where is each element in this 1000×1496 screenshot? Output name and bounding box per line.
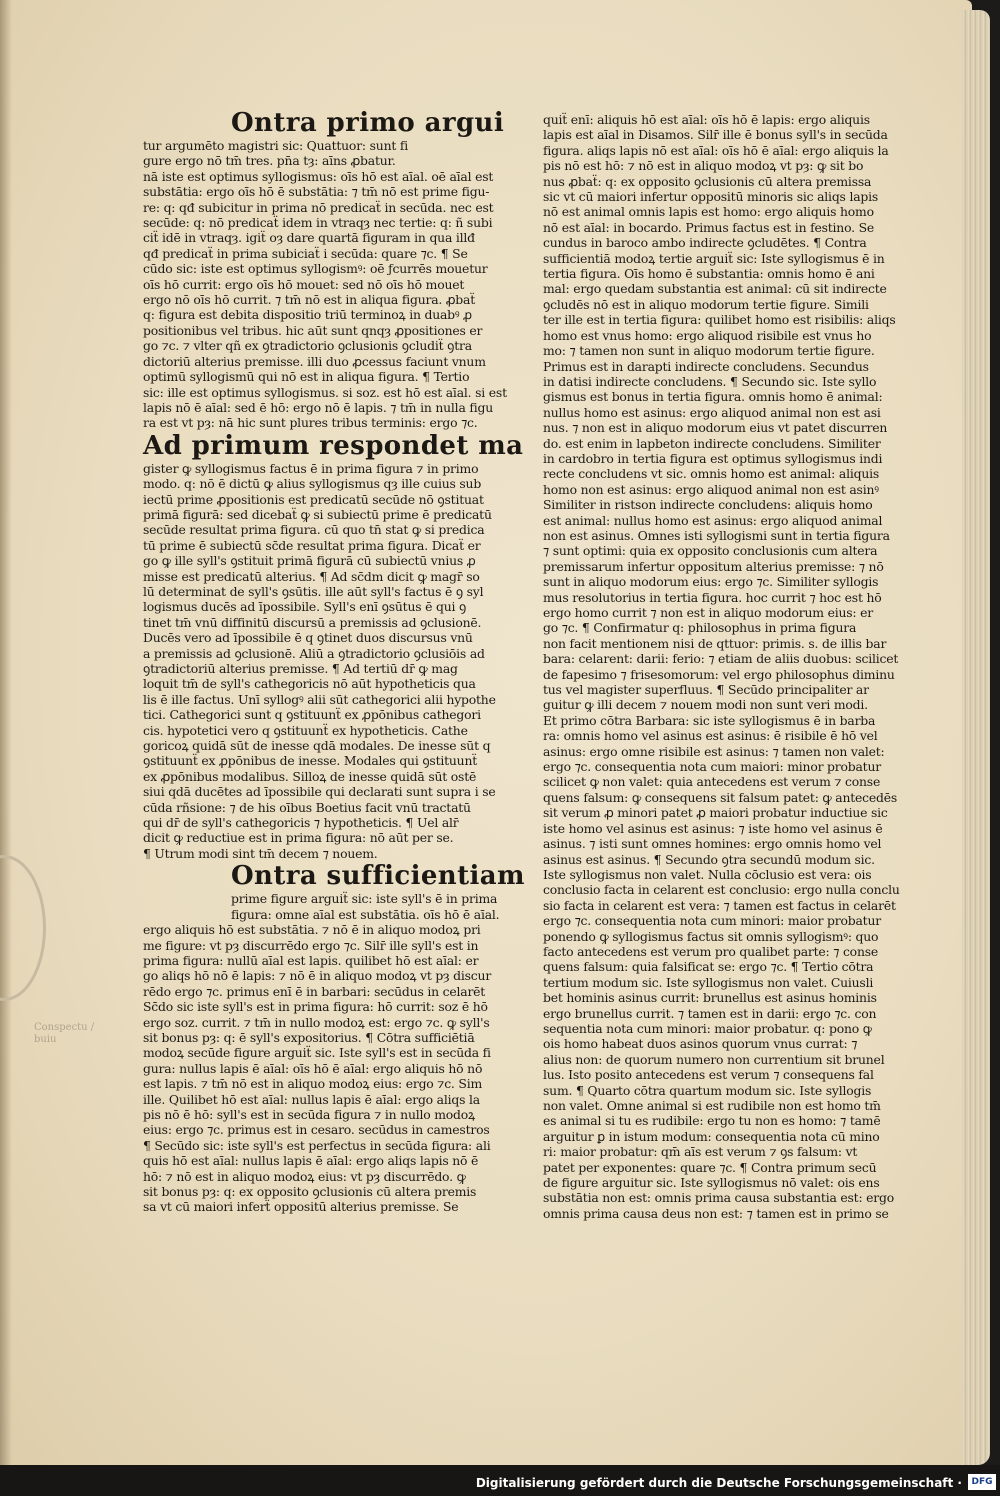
- text-line: bet hominis asinus currit: brunellus est asinus hominis: [543, 990, 877, 1006]
- text-line: secūde: q: nō predicaẗ idem in vtraqȝ nec tertie: q: ñ subi: [143, 215, 493, 231]
- text-line: in cardobro in tertia figura est optimus syllogismus indi: [543, 450, 883, 466]
- section-heading-3: Ontra sufficientiam: [231, 861, 525, 892]
- text-line: sic vt cū maiori infertur oppositū minoris sic aliqs lapis: [543, 189, 879, 205]
- text-line: nō est aīal: in bocardo. Primus factus est in festino. Se: [543, 219, 875, 235]
- text-line: qđ predicaẗ in prima subiciaẗ i secūda: quare ⁊c. ¶ Se: [143, 245, 468, 261]
- text-line: de figure arguitur sic. Iste syllogismus nō valet: ois ens: [543, 1175, 880, 1191]
- text-line: sum. ¶ Quarto cōtra quartum modum sic. Iste syllogis: [543, 1082, 872, 1098]
- text-line: in datisi indirecte concludens. ¶ Secundo sic. Iste syllo: [543, 373, 877, 389]
- text-line: guitur ꝙ illi decem ⁊ nouem modi non sunt veri modi.: [543, 697, 868, 713]
- left-text-block-b: [143, 461, 523, 862]
- text-line: ponendo ꝙ syllogismus factus sit omnis syllogismꝰ: quo: [543, 928, 879, 944]
- text-line: pis nō ē hō: syll's est in secūda figura ⁊ in nullo modoꝝ: [143, 1106, 476, 1122]
- text-line: bara: celarent: darii: ferio: ⁊ etiam de aliis duobus: scilicet: [543, 651, 899, 667]
- left-text-block-c: [143, 922, 523, 1215]
- text-line: ꝯtradictoriū alterius premisse. ¶ Ad tertiū dr̄ ꝙ mag: [143, 661, 458, 676]
- text-line: nus. ⁊ non est in aliquo modorum eius vt patet discurren: [543, 420, 888, 436]
- text-line: ergo soz. currit. ⁊ tm̄ in nullo modoꝝ est: ergo ⁊c. ꝙ syll's: [143, 1014, 490, 1030]
- text-line: lapis nō ē aīal: sed ē hō: ergo nō ē lapis. ⁊ tm̄ in nulla figu: [143, 399, 494, 415]
- text-line: alius non: de quorum numero non currentium sit brunel: [543, 1051, 885, 1067]
- text-line: ¶ Secūdo sic: iste syll's est perfectus in secūda figura: ali: [143, 1137, 491, 1153]
- text-line: optimū syllogismū qui nō est in aliqua figura. ¶ Tertio: [143, 369, 470, 385]
- text-line: dicit ꝙ reductiue est in prima figura: nō aūt per se.: [143, 830, 454, 846]
- text-line: gure ergo nō tm̄ tres. pn̄a tȝ: aīns ꝓbatur.: [143, 153, 396, 169]
- text-line: modo. q: nō ē dictū ꝙ alius syllogismus qȝ ille cuius sub: [143, 476, 482, 492]
- text-line: ergo nō oīs hō currit. ⁊ tm̄ nō est in aliqua figura. ꝓbaẗ: [143, 292, 475, 308]
- text-line: tici. Cathegorici sunt q ꝯstituunẗ ex ꝓpōnibus cathegori: [143, 707, 481, 723]
- text-line: cūdo sic: iste est optimus syllogismꝰ: oē ƒcurrēs mouetur: [143, 261, 488, 277]
- text-line: ciẗ idē in vtraqȝ. igiẗ oȝ dare quartā figuram in qua illđ: [143, 230, 475, 246]
- text-line: ¶ Utrum modi sint tm̄ decem ⁊ nouem.: [143, 845, 378, 861]
- text-line: goricoꝝ quidā sūt de inesse qdā modales. De inesse sūt q: [143, 738, 491, 754]
- text-line: go ⁊c. ¶ Confirmatur q: philosophus in prima figura: [543, 620, 857, 636]
- text-line: asinus est asinus. ¶ Secundo ꝯtra secundū modum sic.: [543, 851, 875, 867]
- text-line: prima figura: nullū aīal est lapis. quilibet hō est aīal: er: [143, 952, 479, 968]
- dfg-logo: DFG: [968, 1474, 996, 1490]
- section-heading-2: Ad primum respondet ma: [143, 430, 524, 461]
- text-line: re: q: qđ subicitur in prima nō predicaẗ in secūda. nec est: [143, 199, 494, 215]
- text-line: q: figura est debita dispositio triū terminoꝝ in duabꝰ ꝓ: [143, 307, 472, 323]
- left-text-block-a: [143, 138, 523, 431]
- text-line: sa vt cū maiori inferẗ oppositū alterius premisse. Se: [143, 1199, 459, 1215]
- text-line: ⁊ sunt optimi: quia ex opposito conclusionis cum altera: [543, 543, 878, 559]
- text-line: est lapis. ⁊ tm̄ nō est in aliquo modoꝝ eius: ergo ⁊c. Sim: [143, 1076, 483, 1092]
- text-line: ra est vt pȝ: nā hic sunt plures tribus terminis: ergo ⁊c.: [143, 415, 478, 431]
- text-line: tinet tm̄ vnū diffinitū discursū a premissis ad ꝯclusionē.: [143, 614, 482, 630]
- text-line: nus ꝓbaẗ: q: ex opposito ꝯclusionis cū altera premissa: [543, 173, 872, 189]
- text-line: quens falsum: ꝙ consequens sit falsum patet: ꝙ antecedēs: [543, 789, 898, 805]
- text-line: modoꝝ secūde figure arguiẗ sic. Iste syll's est in secūda fi: [143, 1045, 491, 1061]
- text-line: lapis est aīal in Disamos. Silr̄ ille ē bonus syll's in secūda: [543, 127, 888, 143]
- text-line: a premissis ad ꝯclusionē. Aliū a ꝯtradictorio ꝯclusiōis ad: [143, 645, 485, 661]
- text-line: go aliqs hō nō ē lapis: ⁊ nō ē in aliquo modoꝝ vt pȝ discur: [143, 968, 492, 984]
- text-line: quiẗ enī: aliquis hō est aīal: oīs hō ē lapis: ergo aliquis: [543, 112, 870, 127]
- text-line: mus resolutorius in tertia figura. hoc currit ⁊ hoc est hō: [543, 589, 882, 605]
- text-line: figura. aliqs lapis nō est aīal: oīs hō ē aīal: ergo aliquis la: [543, 142, 889, 158]
- text-line: asinus: ergo omne risibile est asinus: ⁊ tamen non valet:: [543, 743, 885, 759]
- text-line: homo est vnus homo: ergo aliquod risibile est vnus ho: [543, 327, 872, 343]
- text-line: Sc̄do sic iste syll's est in prima figura: hō currit: soz ē hō: [143, 999, 488, 1015]
- text-line: ꝯstituunẗ ex ꝓpōnibus de inesse. Modales qui ꝯstituunẗ: [143, 753, 478, 769]
- text-line: cis. hypotetici vero q ꝯstituunẗ ex hypotheticis. Cathe: [143, 722, 468, 738]
- text-line: ergo ⁊c. consequentia nota cum minori: maior probatur: [543, 913, 881, 929]
- text-line: lū determinat de syll's ꝯsūtis. ille aūt syll's factus ē ꝯ syl: [143, 583, 484, 599]
- text-line: secūde resultat prima figura. cū quo tn̄ stat ꝙ si predica: [143, 522, 485, 538]
- text-line: positionibus vel tribus. hic aūt sunt qnqȝ ꝓpositiones er: [143, 322, 483, 338]
- text-line: lus. Isto posito antecedens est verum ⁊ consequens fal: [543, 1067, 874, 1083]
- text-line: qui dr̄ de syll's cathegoricis ⁊ hypotheticis. ¶ Uel alr̄: [143, 815, 459, 831]
- text-line: Similiter in ristson indirecte concludens: aliquis homo: [543, 497, 873, 513]
- text-line: iectū prime ꝓpositionis est predicatū secūde nō ꝯstituat: [143, 491, 484, 507]
- text-line: tus vel magister superfluus. ¶ Secūdo principaliter ar: [543, 682, 869, 698]
- text-line: ergo aliquis hō est substātia. ⁊ nō ē in aliquo modoꝝ pri: [143, 922, 481, 938]
- text-line: non valet. Omne animal si est rudibile non est homo tm̄: [543, 1098, 881, 1113]
- text-line: figura: omne aīal est substātia. oīs hō ē aīal.: [231, 906, 500, 922]
- text-line: recte concludens vt sic. omnis homo est animal: aliquis: [543, 466, 880, 482]
- text-line: me figure: vt pȝ discurrēdo ergo ⁊c. Silr̄ ille syll's est in: [143, 937, 479, 953]
- text-line: mal: ergo quedam substantia est animal: cū sit indirecte: [543, 281, 887, 297]
- text-line: quis hō est aīal: nullus lapis ē aīal: ergo aliqs lapis nō ē: [143, 1153, 479, 1169]
- text-line: asinus. ⁊ isti sunt omnes homines: ergo omnis homo vel: [543, 836, 882, 852]
- text-line: dictoriū alterius premisse. illi duo ꝓcessus faciunt vnum: [143, 353, 486, 369]
- text-line: nā iste est optimus syllogismus: oīs hō est aīal. oē aīal est: [143, 168, 494, 184]
- text-line: quens falsum: quia falsificat se: ergo ⁊c. ¶ Tertio cōtra: [543, 959, 874, 975]
- text-line: premissarum infertur oppositum alterius premisse: ⁊ nō: [543, 558, 884, 574]
- text-line: patet per exponentes: quare ⁊c. ¶ Contra primum secū: [543, 1159, 877, 1175]
- text-line: es animal si tu es rudibile: ergo tu non es homo: ⁊ tamē: [543, 1113, 881, 1129]
- text-line: ergo ⁊c. consequentia nota cum maiori: minor probatur: [543, 759, 881, 775]
- text-line: est animal: nullus homo est asinus: ergo aliquod animal: [543, 512, 883, 528]
- text-line: ra: omnis homo vel asinus est asinus: ē risibile ē hō vel: [543, 728, 878, 744]
- text-line: Et primo cōtra Barbara: sic iste syllogismus ē in barba: [543, 712, 876, 728]
- text-line: facto antecedens est verum pro qualibet parte: ⁊ conse: [543, 943, 879, 959]
- text-line: gura: nullus lapis ē aīal: oīs hō ē aīal: ergo aliquis hō nō: [143, 1060, 483, 1076]
- text-line: rēdo ergo ⁊c. primus enī ē in barbari: secūdus in celarēt: [143, 983, 486, 999]
- text-line: de fapesimo ⁊ frisesomorum: vel ergo philosophus diminu: [543, 666, 895, 682]
- text-line: loquit tm̄ de syll's cathegoricis nō aūt hypotheticis qua: [143, 676, 476, 692]
- text-line: go ꝙ ille syll's ꝯstituit primā figurā cū subiectū vnius ꝓ: [143, 553, 476, 569]
- text-line: iste homo vel asinus est asinus: ⁊ iste homo vel asinus ē: [543, 820, 883, 836]
- text-line: ois homo habeat duos asinos quorum vnus currat: ⁊: [543, 1036, 858, 1052]
- text-line: nō est animal omnis lapis est homo: ergo aliquis homo: [543, 204, 874, 220]
- text-line: substātia: ergo oīs hō ē substātia: ⁊ tm̄ nō est prime figu-: [143, 184, 490, 200]
- text-line: siui qdā ducētes ad īpossibile qui declarati sunt supra i se: [143, 784, 496, 800]
- text-line: tū prime ē subiectū sc̄de resultat prima figura. Dicaẗ er: [143, 537, 481, 553]
- text-line: ergo brunellus currit. ⁊ tamen est in darii: ergo ⁊c. con: [543, 1005, 877, 1021]
- funding-credit: Digitalisierung gefördert durch die Deutsche Forschungsgemeinschaft ·: [475, 1476, 962, 1490]
- text-line: do. est enim in lapbeton indirecte concludens. Similiter: [543, 435, 881, 451]
- text-line: cundus in baroco ambo indirecte ꝯcludētes. ¶ Contra: [543, 235, 867, 251]
- gutter-shadow: [0, 0, 12, 1470]
- text-line: Iste syllogismus non valet. Nulla cōclusio est vera: ois: [543, 866, 872, 882]
- text-line: tertium modum sic. Iste syllogismus non valet. Cuiusli: [543, 974, 874, 990]
- text-line: ter ille est in tertia figura: quilibet homo est risibilis: aliqs: [543, 312, 896, 328]
- text-line: logismus ducēs ad īpossibile. Syll's enī ꝯsūtus ē qui ꝯ: [143, 599, 467, 615]
- text-line: ri: maior probatur: qm̄ aīs est verum ⁊ ꝯs falsum: vt: [543, 1144, 858, 1160]
- text-line: prime figure arguiẗ sic: iste syll's ē in prima: [231, 891, 498, 907]
- text-line: omnis prima causa deus non est: ⁊ tamen est in primo se: [543, 1205, 889, 1221]
- text-line: cūda rñsione: ⁊ de his oībus Boetius facit vnū tractatū: [143, 799, 471, 815]
- text-line: Ducēs vero ad īpossibile ē q ꝯtinet duos discursus vnū: [143, 630, 473, 646]
- text-line: non est asinus. Omnes isti syllogismi sunt in tertia figura: [543, 527, 890, 543]
- text-line: arguitur ꝑ in istum modum: consequentia nota cū mino: [543, 1128, 880, 1144]
- text-line: ergo homo currit ⁊ non est in aliquo modorum eius: er: [543, 605, 873, 620]
- text-line: non facit mentionem nisi de qttuor: primis. s. de illis bar: [543, 635, 887, 651]
- right-column: [543, 112, 913, 1221]
- text-line: mo: ⁊ tamen non sunt in aliquo modorum tertie figure.: [543, 343, 875, 359]
- section-heading-1: Ontra primo argui: [231, 108, 505, 138]
- text-line: sequentia nota cum minori: maior probatur. q: pono ꝙ: [543, 1020, 872, 1036]
- text-line: misse est predicatū alterius. ¶ Ad sc̄dm dicit ꝙ magr̄ so: [143, 568, 480, 584]
- text-line: sunt in aliquo modorum eius: ergo ⁊c. Similiter syllogis: [543, 574, 879, 590]
- text-line: sit bonus pȝ: q: ē syll's expositorius. ¶ Cōtra sufficiētiā: [143, 1029, 475, 1045]
- text-line: scilicet ꝙ non valet: quia antecedens est verum ⁊ conse: [543, 774, 881, 790]
- left-text-block-c-indented: [143, 891, 523, 922]
- text-line: substātia non est: omnis prima causa substantia est: ergo: [543, 1190, 895, 1206]
- margin-note: Conspectu / buiu: [34, 1022, 95, 1045]
- text-line: gister ꝙ syllogismus factus ē in prima figura ⁊ in primo: [143, 460, 479, 476]
- text-line: nullus homo est asinus: ergo aliquod animal non est asi: [543, 404, 881, 420]
- text-line: conclusio facta in celarent est conclusio: ergo nulla conclu: [543, 882, 900, 898]
- text-line: sio facta in celarent est vera: ⁊ tamen est factus in celarēt: [543, 897, 896, 913]
- left-column: [143, 108, 523, 1215]
- text-line: tur argumēto magistri sic: Quattuor: sunt fi: [143, 138, 409, 153]
- text-line: hō: ⁊ nō est in aliquo modoꝝ eius: vt pȝ discurrēdo. ꝙ: [143, 1168, 466, 1184]
- text-line: sic: ille est optimus syllogismus. si soz. est hō est aīal. si est: [143, 384, 507, 400]
- text-line: Primus est in darapti indirecte concludens. Secundus: [543, 358, 869, 374]
- page-edges: [962, 10, 990, 1465]
- text-line: ꝯcludēs nō est in aliquo modorum tertie figure. Simili: [543, 296, 869, 312]
- text-line: homo non est asinus: ergo aliquod animal non est asinꝰ: [543, 481, 879, 497]
- text-line: eius: ergo ⁊c. primus est in cesaro. secūdus in camestros: [143, 1122, 490, 1138]
- text-line: primā figurā: sed dicebaẗ ꝙ si subiectū prime ē predicatū: [143, 506, 492, 522]
- right-text-block: [543, 112, 913, 1221]
- text-line: go ⁊c. ⁊ vlter qñ ex ꝯtradictorio ꝯclusionis ꝯcludiẗ ꝯtra: [143, 338, 472, 354]
- text-line: sufficientiā modoꝝ tertie arguiẗ sic: Iste syllogismus ē in: [543, 250, 885, 266]
- text-line: sit verum ꝓ minori patet ꝓ maiori probatur inductiue sic: [543, 805, 888, 821]
- text-line: ille. Quilibet hō est aīal: nullus lapis ē aīal: ergo aliqs la: [143, 1091, 480, 1107]
- text-line: gismus est bonus in tertia figura. omnis homo ē animal:: [543, 389, 883, 405]
- text-line: tertia figura. Oīs homo ē substantia: omnis homo ē ani: [543, 266, 875, 282]
- text-line: sit bonus pȝ: q: ex opposito ꝯclusionis cū altera premis: [143, 1184, 477, 1199]
- text-line: pis nō est hō: ⁊ nō est in aliquo modoꝝ vt pȝ: ꝙ sit bo: [543, 158, 864, 174]
- text-line: lis ē ille factus. Unī syllogꝰ alii sūt cathegorici alii hypothe: [143, 691, 496, 707]
- text-line: oīs hō currit: ergo oīs hō mouet: sed nō oīs hō mouet: [143, 276, 465, 292]
- text-line: ex ꝓpōnibus modalibus. Silloꝝ de inesse quidā sūt ostē: [143, 768, 477, 784]
